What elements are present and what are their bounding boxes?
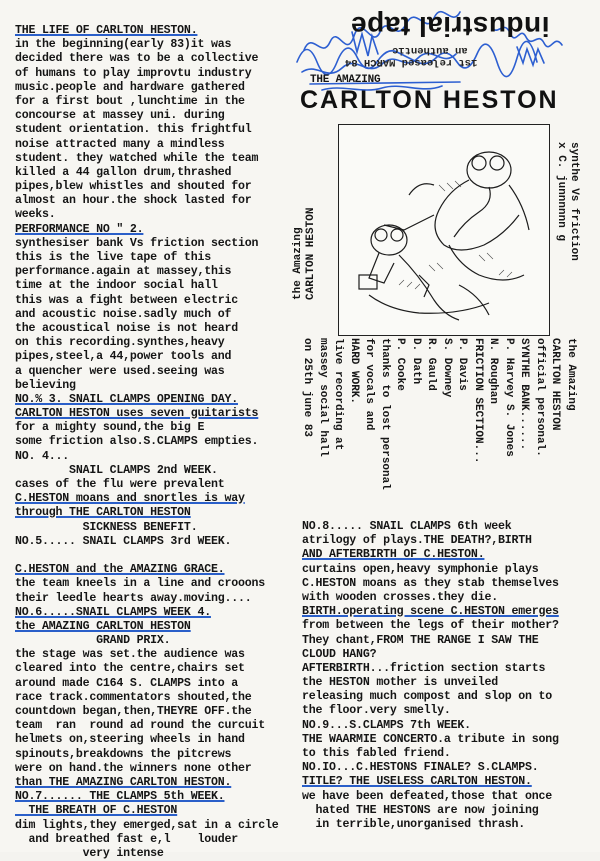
text-line: concourse at massey uni. during: [15, 109, 225, 123]
release-line-2: 1st released MARCH 84: [345, 56, 478, 68]
text-line: pipes,blew whistles and shouted for: [15, 180, 252, 194]
text-line: performance.again at massey,this: [15, 265, 232, 279]
vertical-text-line: on 25th june 83: [301, 338, 314, 438]
text-line: SNAIL CLAMPS 2nd WEEK.: [15, 463, 218, 477]
text-line: NO.9...S.CLAMPS 7th WEEK.: [302, 718, 471, 732]
text-line: time at the indoor social hall: [15, 279, 218, 293]
text-line: student. they watched while the team: [15, 151, 259, 165]
text-line: with wooden crosses.they die.: [302, 590, 498, 604]
text-line: on this recording.synthes,heavy: [15, 336, 225, 350]
text-line: and acoustic noise.sadly much of: [15, 307, 232, 321]
text-line: THE BREATH OF C.HESTON: [15, 804, 178, 818]
text-line: in the beginning(early 83)it was: [15, 38, 232, 52]
vertical-text-line: N. Roughan: [487, 338, 500, 405]
the-amazing-label: THE AMAZING: [310, 74, 381, 86]
text-line: curtains open,heavy symphonie plays: [302, 562, 539, 576]
text-line: from between the legs of their mother?: [302, 619, 559, 633]
vertical-text-line: massey social hall: [317, 338, 329, 457]
personnel-credits: [299, 338, 578, 490]
text-line: releasing much compost and slop on to: [302, 690, 553, 704]
vertical-text-line: HARD WORK.: [348, 338, 360, 405]
text-line: almost an hour.the shock lasted for: [15, 194, 252, 208]
text-line: decided there was to be a collective: [15, 52, 259, 66]
text-line: the AMAZING CARLTON HESTON: [15, 619, 191, 633]
text-line: synthesiser bank Vs friction section: [15, 236, 259, 250]
text-line: this was a fight between electric: [15, 293, 238, 307]
vertical-text-line: the Amazing: [292, 227, 304, 300]
text-line: through THE CARLTON HESTON: [15, 506, 191, 520]
vertical-text-line: P. Cooke: [394, 338, 407, 391]
text-line: NO.7...... THE CLAMPS 5th WEEK.: [15, 790, 225, 804]
text-line: AFTERBIRTH...friction section starts: [302, 661, 546, 675]
text-line: race track.commentators shouted,the: [15, 690, 252, 704]
text-line: BIRTH.operating scene C.HESTON emerges: [302, 605, 559, 619]
text-line: and breathed fast e,l louder: [15, 832, 238, 846]
vertical-text-line: x C. junnnnnn g: [555, 142, 568, 242]
text-line: weeks.: [15, 208, 56, 222]
vertical-text-line: P. Harvey S. Jones: [503, 338, 515, 457]
vertical-text-line: for vocals and: [363, 338, 376, 431]
text-line: killed a 44 gallon drum,thrashed: [15, 165, 232, 179]
text-line: SICKNESS BENEFIT.: [15, 520, 198, 534]
text-line: team ran round ad round the curcuit: [15, 719, 266, 733]
text-line: CARLTON HESTON uses seven guitarists: [15, 407, 259, 421]
text-line: AND AFTERBIRTH OF C.HESTON.: [302, 548, 485, 562]
text-line: to this fabled friend.: [302, 747, 451, 760]
text-line: [15, 549, 279, 563]
industrial-tape-stamp: industrial tape: [350, 11, 550, 42]
text-line: hated THE HESTONS are now joining: [302, 803, 539, 817]
text-line: TITLE? THE USELESS CARLTON HESTON.: [302, 775, 532, 789]
vertical-text-line: D. Dath: [410, 338, 422, 385]
text-line: THE LIFE OF CARLTON HESTON.: [15, 24, 198, 37]
text-line: music.people and hardware gathered: [15, 80, 245, 94]
vertical-text-line: P. Davis: [456, 338, 469, 391]
vertical-text-line: live recording at: [332, 338, 345, 451]
text-line: C.HESTON and the AMAZING GRACE.: [15, 563, 225, 577]
text-line: around made C164 S. CLAMPS into a: [15, 676, 238, 690]
text-line: the stage was set.the audience was: [15, 648, 245, 662]
text-line: PERFORMANCE NO " 2.: [15, 222, 144, 236]
text-line: were on hand.the winners none other: [15, 761, 252, 775]
vertical-text-line: S. Downey: [441, 338, 453, 398]
text-line: NO.8..... SNAIL CLAMPS 6th week: [302, 520, 512, 533]
text-line: a quencher were used.seeing was: [15, 364, 225, 378]
release-line-1: an authentic: [392, 44, 468, 56]
vertical-text-line: SYNTHE BANK......: [518, 338, 531, 451]
text-line: the acoustical noise is not heard: [15, 321, 238, 335]
side-label-right: [555, 142, 580, 261]
text-line: dim lights,they emerged,sat in a circle: [15, 818, 279, 832]
text-line: C.HESTON moans and snortles is way: [15, 492, 245, 506]
text-line: CLOUD HANG?: [302, 647, 377, 661]
text-line: NO.5..... SNAIL CLAMPS 3rd WEEK.: [15, 534, 232, 548]
text-line: some friction also.S.CLAMPS empties.: [15, 435, 259, 449]
text-line: cleared into the centre,chairs set: [15, 662, 245, 676]
text-line: very intense: [15, 846, 164, 860]
text-line: NO. 4...: [15, 449, 70, 463]
text-line: atrilogy of plays.THE DEATH?,BIRTH: [302, 534, 532, 548]
text-line: the team kneels in a line and crooons: [15, 577, 266, 591]
text-line: the HESTON mother is unveiled: [302, 676, 498, 690]
text-line: student orientation. this frightful: [15, 123, 252, 137]
text-line: cases of the flu were prevalent: [15, 478, 225, 491]
text-line: C.HESTON moans as they stab themselves: [302, 576, 559, 590]
text-line: spinouts,breakdowns the pitcrews: [15, 747, 232, 761]
text-line: of humans to play improvtu industry: [15, 66, 252, 80]
vertical-text-line: official personal.: [534, 338, 546, 457]
text-line: this is the live tape of this: [15, 251, 211, 264]
text-line: THE WAARMIE CONCERTO.a tribute in song: [302, 732, 559, 746]
text-line: their leedle hearts away.moving....: [15, 591, 252, 605]
text-line: than THE AMAZING CARLTON HESTON.: [15, 775, 232, 789]
text-line: the floor.very smelly.: [302, 704, 451, 718]
band-name-title: CARLTON HESTON: [300, 86, 559, 114]
text-line: NO.IO...C.HESTONS FINALE? S.CLAMPS.: [302, 761, 539, 775]
text-line: for a first bout ,lunchtime in the: [15, 94, 245, 108]
left-column-text: [15, 24, 279, 861]
text-line: pipes,steel,a 44,power tools and: [15, 350, 232, 364]
text-line: noise attracted many a mindless: [15, 137, 225, 151]
text-line: NO.6.....SNAIL CLAMPS WEEK 4.: [15, 605, 211, 619]
vertical-text-line: thanks to lost personal: [379, 338, 391, 490]
cover-artwork-frame: [338, 124, 550, 336]
vertical-text-line: FRICTION SECTION...: [472, 338, 484, 464]
text-line: we have been defeated,those that once: [302, 789, 553, 803]
text-line: in terrible,unorganised thrash.: [302, 817, 525, 831]
text-line: believing: [15, 378, 76, 392]
text-line: GRAND PRIX.: [15, 634, 171, 648]
text-line: helmets on,steering wheels in hand: [15, 733, 245, 747]
vertical-text-line: CARLTON HESTON: [549, 338, 562, 431]
vertical-text-line: CARLTON HESTON: [304, 207, 317, 300]
vertical-text-line: R. Gauld: [425, 338, 438, 391]
vertical-text-line: the Amazing: [565, 338, 577, 411]
text-line: countdown began,then,THEYRE OFF.the: [15, 705, 252, 718]
right-column-text: [302, 520, 559, 832]
vertical-text-line: synthe Vs friction: [568, 142, 580, 261]
side-label-left: [292, 208, 317, 300]
text-line: They chant,FROM THE RANGE I SAW THE: [302, 633, 539, 647]
gasmask-figures-illustration: [339, 125, 549, 335]
text-line: NO.% 3. SNAIL CLAMPS OPENING DAY.: [15, 392, 238, 406]
text-line: for a mighty sound,the big E: [15, 421, 205, 435]
